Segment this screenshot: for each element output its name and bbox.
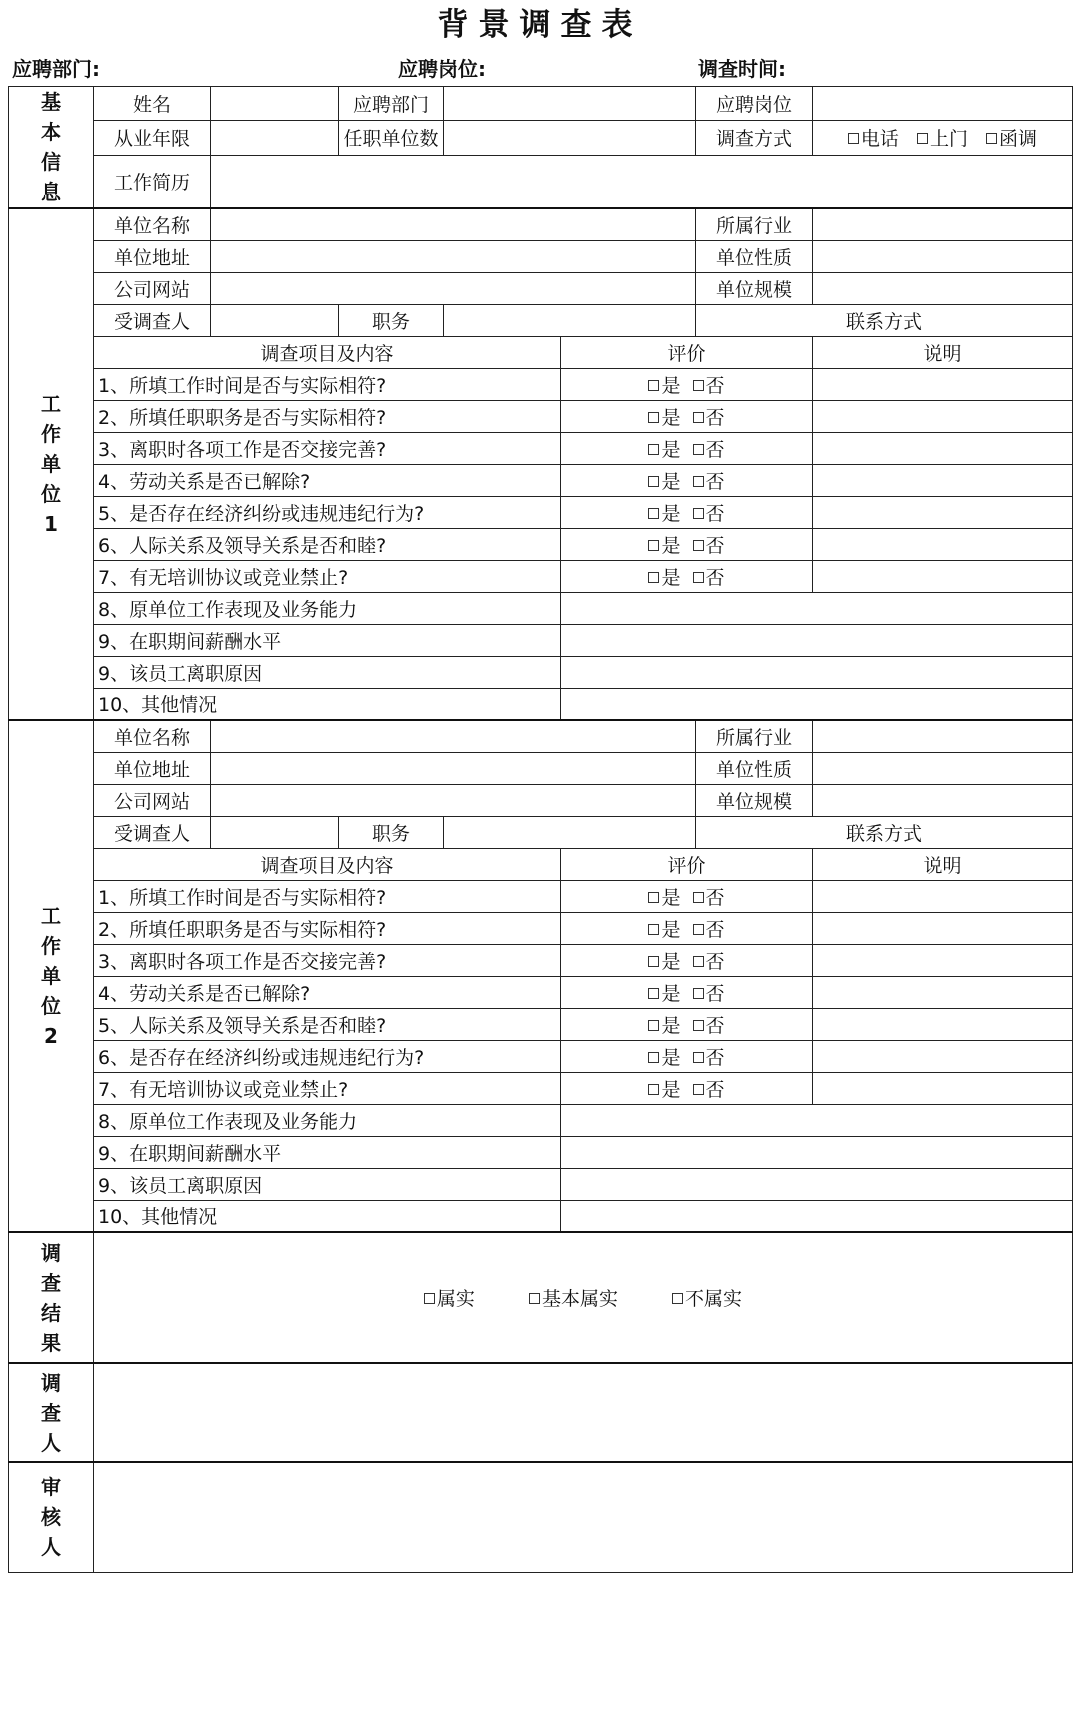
check-item: 3、离职时各项工作是否交接完善? [94, 432, 561, 464]
label-industry: 所属行业 [696, 720, 813, 752]
open-item-field[interactable] [561, 1136, 1073, 1168]
eval-no[interactable]: 否 [693, 1075, 725, 1102]
note-field[interactable] [813, 912, 1073, 944]
open-item-field[interactable] [561, 1200, 1073, 1232]
eval-no[interactable]: 否 [693, 467, 725, 494]
checkbox-icon[interactable] [648, 988, 659, 999]
checkbox-icon[interactable] [648, 572, 659, 583]
note-field[interactable] [813, 528, 1073, 560]
open-item: 8、原单位工作表现及业务能力 [94, 592, 561, 624]
eval-yes[interactable]: 是 [648, 1043, 680, 1070]
check-item: 7、有无培训协议或竞业禁止? [94, 560, 561, 592]
eval-header: 评价 [561, 336, 813, 368]
checkbox-icon[interactable] [986, 133, 997, 144]
eval-yes[interactable]: 是 [648, 1075, 680, 1102]
field-interviewee[interactable] [211, 304, 339, 336]
eval-options [561, 944, 813, 976]
eval-options [561, 880, 813, 912]
checkbox-icon[interactable] [648, 444, 659, 455]
checkbox-icon[interactable] [693, 508, 704, 519]
eval-options [561, 1040, 813, 1072]
note-field[interactable] [813, 1072, 1073, 1104]
label-dept: 应聘部门 [339, 87, 444, 121]
open-item-field[interactable] [561, 656, 1073, 688]
label-industry: 所属行业 [696, 208, 813, 240]
note-field[interactable] [813, 368, 1073, 400]
eval-no[interactable]: 否 [693, 883, 725, 910]
label-scale: 单位规模 [696, 272, 813, 304]
eval-yes[interactable]: 是 [648, 467, 680, 494]
eval-options [561, 560, 813, 592]
field-name[interactable] [211, 87, 339, 121]
label-address: 单位地址 [94, 240, 211, 272]
label-nature: 单位性质 [696, 240, 813, 272]
check-item: 1、所填工作时间是否与实际相符? [94, 880, 561, 912]
open-item-field[interactable] [561, 688, 1073, 720]
field-nature[interactable] [813, 752, 1073, 784]
check-item: 1、所填工作时间是否与实际相符? [94, 368, 561, 400]
eval-yes[interactable]: 是 [648, 979, 680, 1006]
label-contact: 联系方式 [696, 816, 1073, 848]
note-header: 说明 [813, 848, 1073, 880]
open-item: 10、其他情况 [94, 1200, 561, 1232]
eval-options [561, 1072, 813, 1104]
field-industry[interactable] [813, 720, 1073, 752]
check-item: 4、劳动关系是否已解除? [94, 976, 561, 1008]
open-item: 8、原单位工作表现及业务能力 [94, 1104, 561, 1136]
checkbox-icon[interactable] [648, 1052, 659, 1063]
field-address[interactable] [211, 752, 696, 784]
checkbox-icon[interactable] [648, 412, 659, 423]
checkbox-icon[interactable] [693, 1084, 704, 1095]
note-field[interactable] [813, 400, 1073, 432]
field-dept[interactable] [444, 87, 696, 121]
eval-options [561, 976, 813, 1008]
eval-no[interactable]: 否 [693, 1011, 725, 1038]
header-position-label: 应聘岗位: [398, 57, 486, 81]
checkbox-icon[interactable] [648, 380, 659, 391]
checkbox-icon[interactable] [648, 1020, 659, 1031]
eval-yes[interactable]: 是 [648, 371, 680, 398]
label-interviewee: 受调查人 [94, 304, 211, 336]
label-name: 姓名 [94, 87, 211, 121]
label-employers: 任职单位数 [339, 120, 444, 155]
open-item-field[interactable] [561, 1104, 1073, 1136]
field-company-name[interactable] [211, 720, 696, 752]
checkbox-icon[interactable] [693, 572, 704, 583]
result-option-mostly-true[interactable]: 基本属实 [529, 1284, 618, 1311]
check-item: 2、所填任职职务是否与实际相符? [94, 912, 561, 944]
check-item: 5、是否存在经济纠纷或违规违纪行为? [94, 496, 561, 528]
eval-options [561, 496, 813, 528]
note-field[interactable] [813, 976, 1073, 1008]
checkbox-icon[interactable] [693, 412, 704, 423]
checkbox-icon[interactable] [693, 1052, 704, 1063]
checkbox-icon[interactable] [693, 476, 704, 487]
open-item-field[interactable] [561, 592, 1073, 624]
method-option-phone[interactable]: 电话 [848, 124, 899, 151]
open-item-field[interactable] [561, 1168, 1073, 1200]
eval-no[interactable]: 否 [693, 435, 725, 462]
eval-yes[interactable]: 是 [648, 403, 680, 430]
label-method: 调查方式 [696, 120, 813, 155]
field-nature[interactable] [813, 240, 1073, 272]
label-contact: 联系方式 [696, 304, 1073, 336]
label-interviewee: 受调查人 [94, 816, 211, 848]
page-title: 背景调查表 [437, 7, 643, 43]
field-investigator[interactable] [94, 1363, 1073, 1462]
label-company-name: 单位名称 [94, 208, 211, 240]
eval-no[interactable]: 否 [693, 563, 725, 590]
field-website[interactable] [211, 272, 696, 304]
checkbox-icon[interactable] [648, 1084, 659, 1095]
checkbox-icon[interactable] [672, 1293, 683, 1304]
field-duty[interactable] [444, 816, 696, 848]
checkbox-icon[interactable] [917, 133, 928, 144]
eval-no[interactable]: 否 [693, 915, 725, 942]
check-item: 2、所填任职职务是否与实际相符? [94, 400, 561, 432]
note-field[interactable] [813, 496, 1073, 528]
label-company-name: 单位名称 [94, 720, 211, 752]
eval-options [561, 432, 813, 464]
eval-options [561, 528, 813, 560]
label-duty: 职务 [339, 304, 444, 336]
section-label-unit: 工 作 单 位 2 [9, 720, 94, 1232]
checkbox-icon[interactable] [693, 380, 704, 391]
eval-no[interactable]: 否 [693, 499, 725, 526]
checkbox-icon[interactable] [848, 133, 859, 144]
label-nature: 单位性质 [696, 752, 813, 784]
label-website: 公司网站 [94, 272, 211, 304]
section-label-investigator: 调 查 人 [9, 1363, 94, 1462]
checkbox-icon[interactable] [529, 1293, 540, 1304]
field-duty[interactable] [444, 304, 696, 336]
method-option-letter[interactable]: 函调 [986, 124, 1037, 151]
eval-no[interactable]: 否 [693, 947, 725, 974]
checkbox-icon[interactable] [693, 988, 704, 999]
eval-no[interactable]: 否 [693, 403, 725, 430]
field-scale[interactable] [813, 272, 1073, 304]
check-item: 6、人际关系及领导关系是否和睦? [94, 528, 561, 560]
result-options [94, 1232, 1073, 1363]
eval-options [561, 464, 813, 496]
header-dept-label: 应聘部门: [12, 57, 100, 81]
field-website[interactable] [211, 784, 696, 816]
eval-yes[interactable]: 是 [648, 883, 680, 910]
note-field[interactable] [813, 560, 1073, 592]
items-header: 调查项目及内容 [94, 848, 561, 880]
eval-yes[interactable]: 是 [648, 915, 680, 942]
method-option-visit[interactable]: 上门 [917, 124, 968, 151]
eval-options [561, 912, 813, 944]
note-field[interactable] [813, 1008, 1073, 1040]
checkbox-icon[interactable] [693, 924, 704, 935]
field-industry[interactable] [813, 208, 1073, 240]
open-item-field[interactable] [561, 624, 1073, 656]
section-label-basic: 基 本 信 息 [9, 87, 94, 209]
checkbox-icon[interactable] [693, 892, 704, 903]
label-resume: 工作简历 [94, 155, 211, 208]
note-field[interactable] [813, 944, 1073, 976]
eval-no[interactable]: 否 [693, 979, 725, 1006]
label-duty: 职务 [339, 816, 444, 848]
field-employers[interactable] [444, 120, 696, 155]
field-interviewee[interactable] [211, 816, 339, 848]
eval-yes[interactable]: 是 [648, 1011, 680, 1038]
label-position: 应聘岗位 [696, 87, 813, 121]
note-field[interactable] [813, 432, 1073, 464]
note-field[interactable] [813, 1040, 1073, 1072]
field-company-name[interactable] [211, 208, 696, 240]
section-label-reviewer: 审 核 人 [9, 1462, 94, 1572]
checkbox-icon[interactable] [693, 540, 704, 551]
checkbox-icon[interactable] [693, 444, 704, 455]
field-address[interactable] [211, 240, 696, 272]
field-reviewer[interactable] [94, 1462, 1073, 1572]
field-position[interactable] [813, 87, 1073, 121]
eval-yes[interactable]: 是 [648, 499, 680, 526]
eval-yes[interactable]: 是 [648, 563, 680, 590]
header-date-label: 调查时间: [698, 57, 786, 81]
eval-yes[interactable]: 是 [648, 947, 680, 974]
section-label-result: 调 查 结 果 [9, 1232, 94, 1363]
label-address: 单位地址 [94, 752, 211, 784]
field-scale[interactable] [813, 784, 1073, 816]
check-item: 3、离职时各项工作是否交接完善? [94, 944, 561, 976]
open-item: 9、在职期间薪酬水平 [94, 1136, 561, 1168]
check-item: 6、是否存在经济纠纷或违规违纪行为? [94, 1040, 561, 1072]
open-item: 10、其他情况 [94, 688, 561, 720]
eval-header: 评价 [561, 848, 813, 880]
eval-options [561, 368, 813, 400]
check-item: 5、人际关系及领导关系是否和睦? [94, 1008, 561, 1040]
open-item: 9、该员工离职原因 [94, 656, 561, 688]
section-label-unit: 工 作 单 位 1 [9, 208, 94, 720]
checkbox-icon[interactable] [648, 508, 659, 519]
eval-yes[interactable]: 是 [648, 435, 680, 462]
checkbox-icon[interactable] [648, 956, 659, 967]
background-check-form [8, 86, 1073, 1573]
checkbox-icon[interactable] [648, 540, 659, 551]
check-item: 7、有无培训协议或竞业禁止? [94, 1072, 561, 1104]
result-option-true[interactable]: 属实 [424, 1284, 475, 1311]
checkbox-icon[interactable] [648, 476, 659, 487]
label-website: 公司网站 [94, 784, 211, 816]
method-options [813, 120, 1073, 155]
note-field[interactable] [813, 880, 1073, 912]
check-item: 4、劳动关系是否已解除? [94, 464, 561, 496]
open-item: 9、该员工离职原因 [94, 1168, 561, 1200]
eval-options [561, 1008, 813, 1040]
field-resume[interactable] [211, 155, 1073, 208]
eval-no[interactable]: 否 [693, 531, 725, 558]
checkbox-icon[interactable] [648, 892, 659, 903]
note-field[interactable] [813, 464, 1073, 496]
field-years[interactable] [211, 120, 339, 155]
label-years: 从业年限 [94, 120, 211, 155]
checkbox-icon[interactable] [693, 956, 704, 967]
checkbox-icon[interactable] [424, 1293, 435, 1304]
eval-no[interactable]: 否 [693, 1043, 725, 1070]
items-header: 调查项目及内容 [94, 336, 561, 368]
eval-options [561, 400, 813, 432]
open-item: 9、在职期间薪酬水平 [94, 624, 561, 656]
eval-no[interactable]: 否 [693, 371, 725, 398]
eval-yes[interactable]: 是 [648, 531, 680, 558]
checkbox-icon[interactable] [648, 924, 659, 935]
note-header: 说明 [813, 336, 1073, 368]
checkbox-icon[interactable] [693, 1020, 704, 1031]
result-option-false[interactable]: 不属实 [672, 1284, 742, 1311]
label-scale: 单位规模 [696, 784, 813, 816]
